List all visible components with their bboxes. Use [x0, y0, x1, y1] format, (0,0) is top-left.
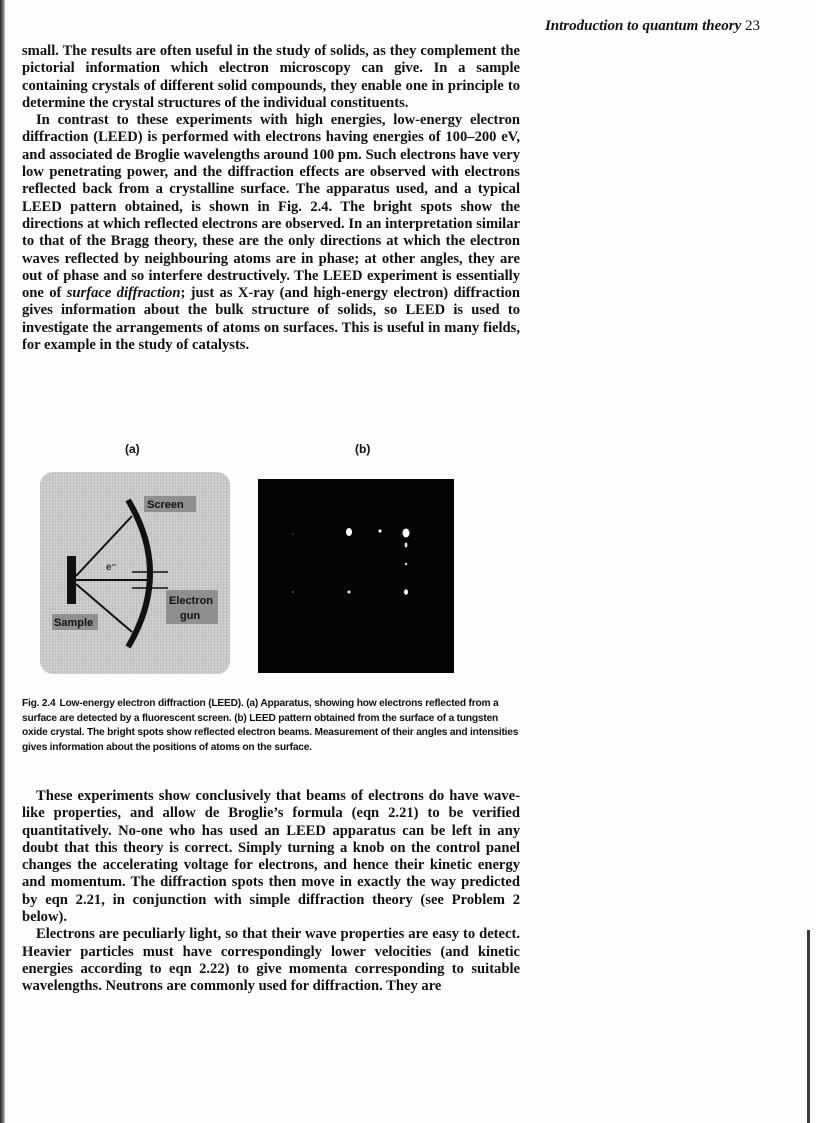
caption-number: Fig. 2.4 — [22, 698, 56, 709]
scan-shadow — [807, 930, 810, 1123]
paragraph: Electrons are peculiarly light, so that their wave properties are easy to detect. Heavier particles must have correspondingly lower velocities (and kinetic energies according to eqn 2.22) to give momenta corresponding to suitable wavelengths. Neutrons are commonly used for diffraction. They are — [22, 926, 520, 995]
running-head-title: Introduction to quantum theory — [544, 18, 742, 34]
diffraction-spot — [378, 529, 381, 532]
paragraph — [22, 112, 520, 354]
screen-label: Screen — [147, 499, 184, 511]
running-head — [520, 18, 760, 35]
diffraction-spot — [405, 543, 408, 548]
paragraph-text: In contrast to these experiments with high energies, low-energy electron diffraction (LEED) is performed with electrons having energies of 100–200 eV, and associated de Broglie wavelengths around 100 pm. Such electrons have very low penetrating power, and the diffraction effects are observed with electrons reflected back from a crystalline surface. The apparatus used, and a typical LEED pattern obtained, is shown in Fig. 2.4. The bright spots show the directions at which reflected electrons are observed. In an interpretation similar to that of the Bragg theory, these are the only directions at which the electron waves reflected by neighbouring atoms are in phase; at other angles, they are out of phase and so interfere destructively. The LEED experiment is essentially one of — [22, 112, 520, 302]
diffraction-spot — [348, 591, 351, 594]
sample-label: Sample — [54, 617, 94, 629]
reflected-beam — [76, 516, 132, 576]
diffraction-spot — [292, 591, 294, 593]
gun-label: gun — [180, 610, 201, 622]
paragraph: These experiments show conclusively that beams of electrons do have wave-like properties, and allow de Broglie’s formula (eqn 2.21) to be verified quantitatively. No-one who has used an LEED apparatus can be left in any doubt that this theory is correct. Simply turning a knob on the control panel changes the accelerating voltage for electrons, and hence their kinetic energy and momentum. The diffraction spots then move in exactly the way predicted by eqn 2.21, in conjunction with simple diffraction theory (see Problem 2 below). — [22, 788, 520, 926]
binding-edge — [0, 0, 5, 1123]
diffraction-spot — [346, 528, 352, 536]
screen-arc — [128, 500, 150, 647]
body-text-bottom — [22, 788, 520, 996]
apparatus-diagram — [40, 472, 230, 674]
electron-symbol-label: e⁻ — [106, 562, 117, 573]
diffraction-spot — [404, 589, 408, 595]
caption-text: Low-energy electron diffraction (LEED). (a) Apparatus, showing how electrons reflected from a surface are detected by a fluorescent screen. (b) LEED pattern obtained from the surface of a tungsten oxide crystal. The bright spots show reflected electron beams. Measurement of their angles and intensities gives information about the positions of atoms on the surface. — [22, 698, 519, 753]
figure-label-b: (b) — [355, 442, 371, 456]
diffraction-spot — [405, 563, 408, 566]
diffraction-spot — [403, 529, 410, 538]
electron-gun-label: Electron — [169, 595, 214, 607]
page-number: 23 — [745, 18, 760, 34]
paragraph-tail: ; just as X-ray (and high-energy electron) diffraction gives information about the bulk structure of solids, so LEED is used to investigate the arrangements of atoms on surfaces. This is useful in many fields, for example in the study of catalysts. — [22, 285, 520, 354]
leed-pattern-image — [258, 479, 454, 673]
figure-caption — [22, 697, 522, 755]
paragraph: small. The results are often useful in the study of solids, as they complement the pictorial information which electron microscopy can give. In a sample containing crystals of different solid compounds, they enable one in principle to determine the crystal structures of the individual constituents. — [22, 43, 520, 111]
diffraction-spot — [292, 533, 294, 535]
figure-label-a: (a) — [125, 442, 140, 456]
sample-crystal — [67, 556, 76, 604]
body-text-top — [22, 43, 520, 354]
emphasis: surface diffraction — [66, 285, 181, 302]
